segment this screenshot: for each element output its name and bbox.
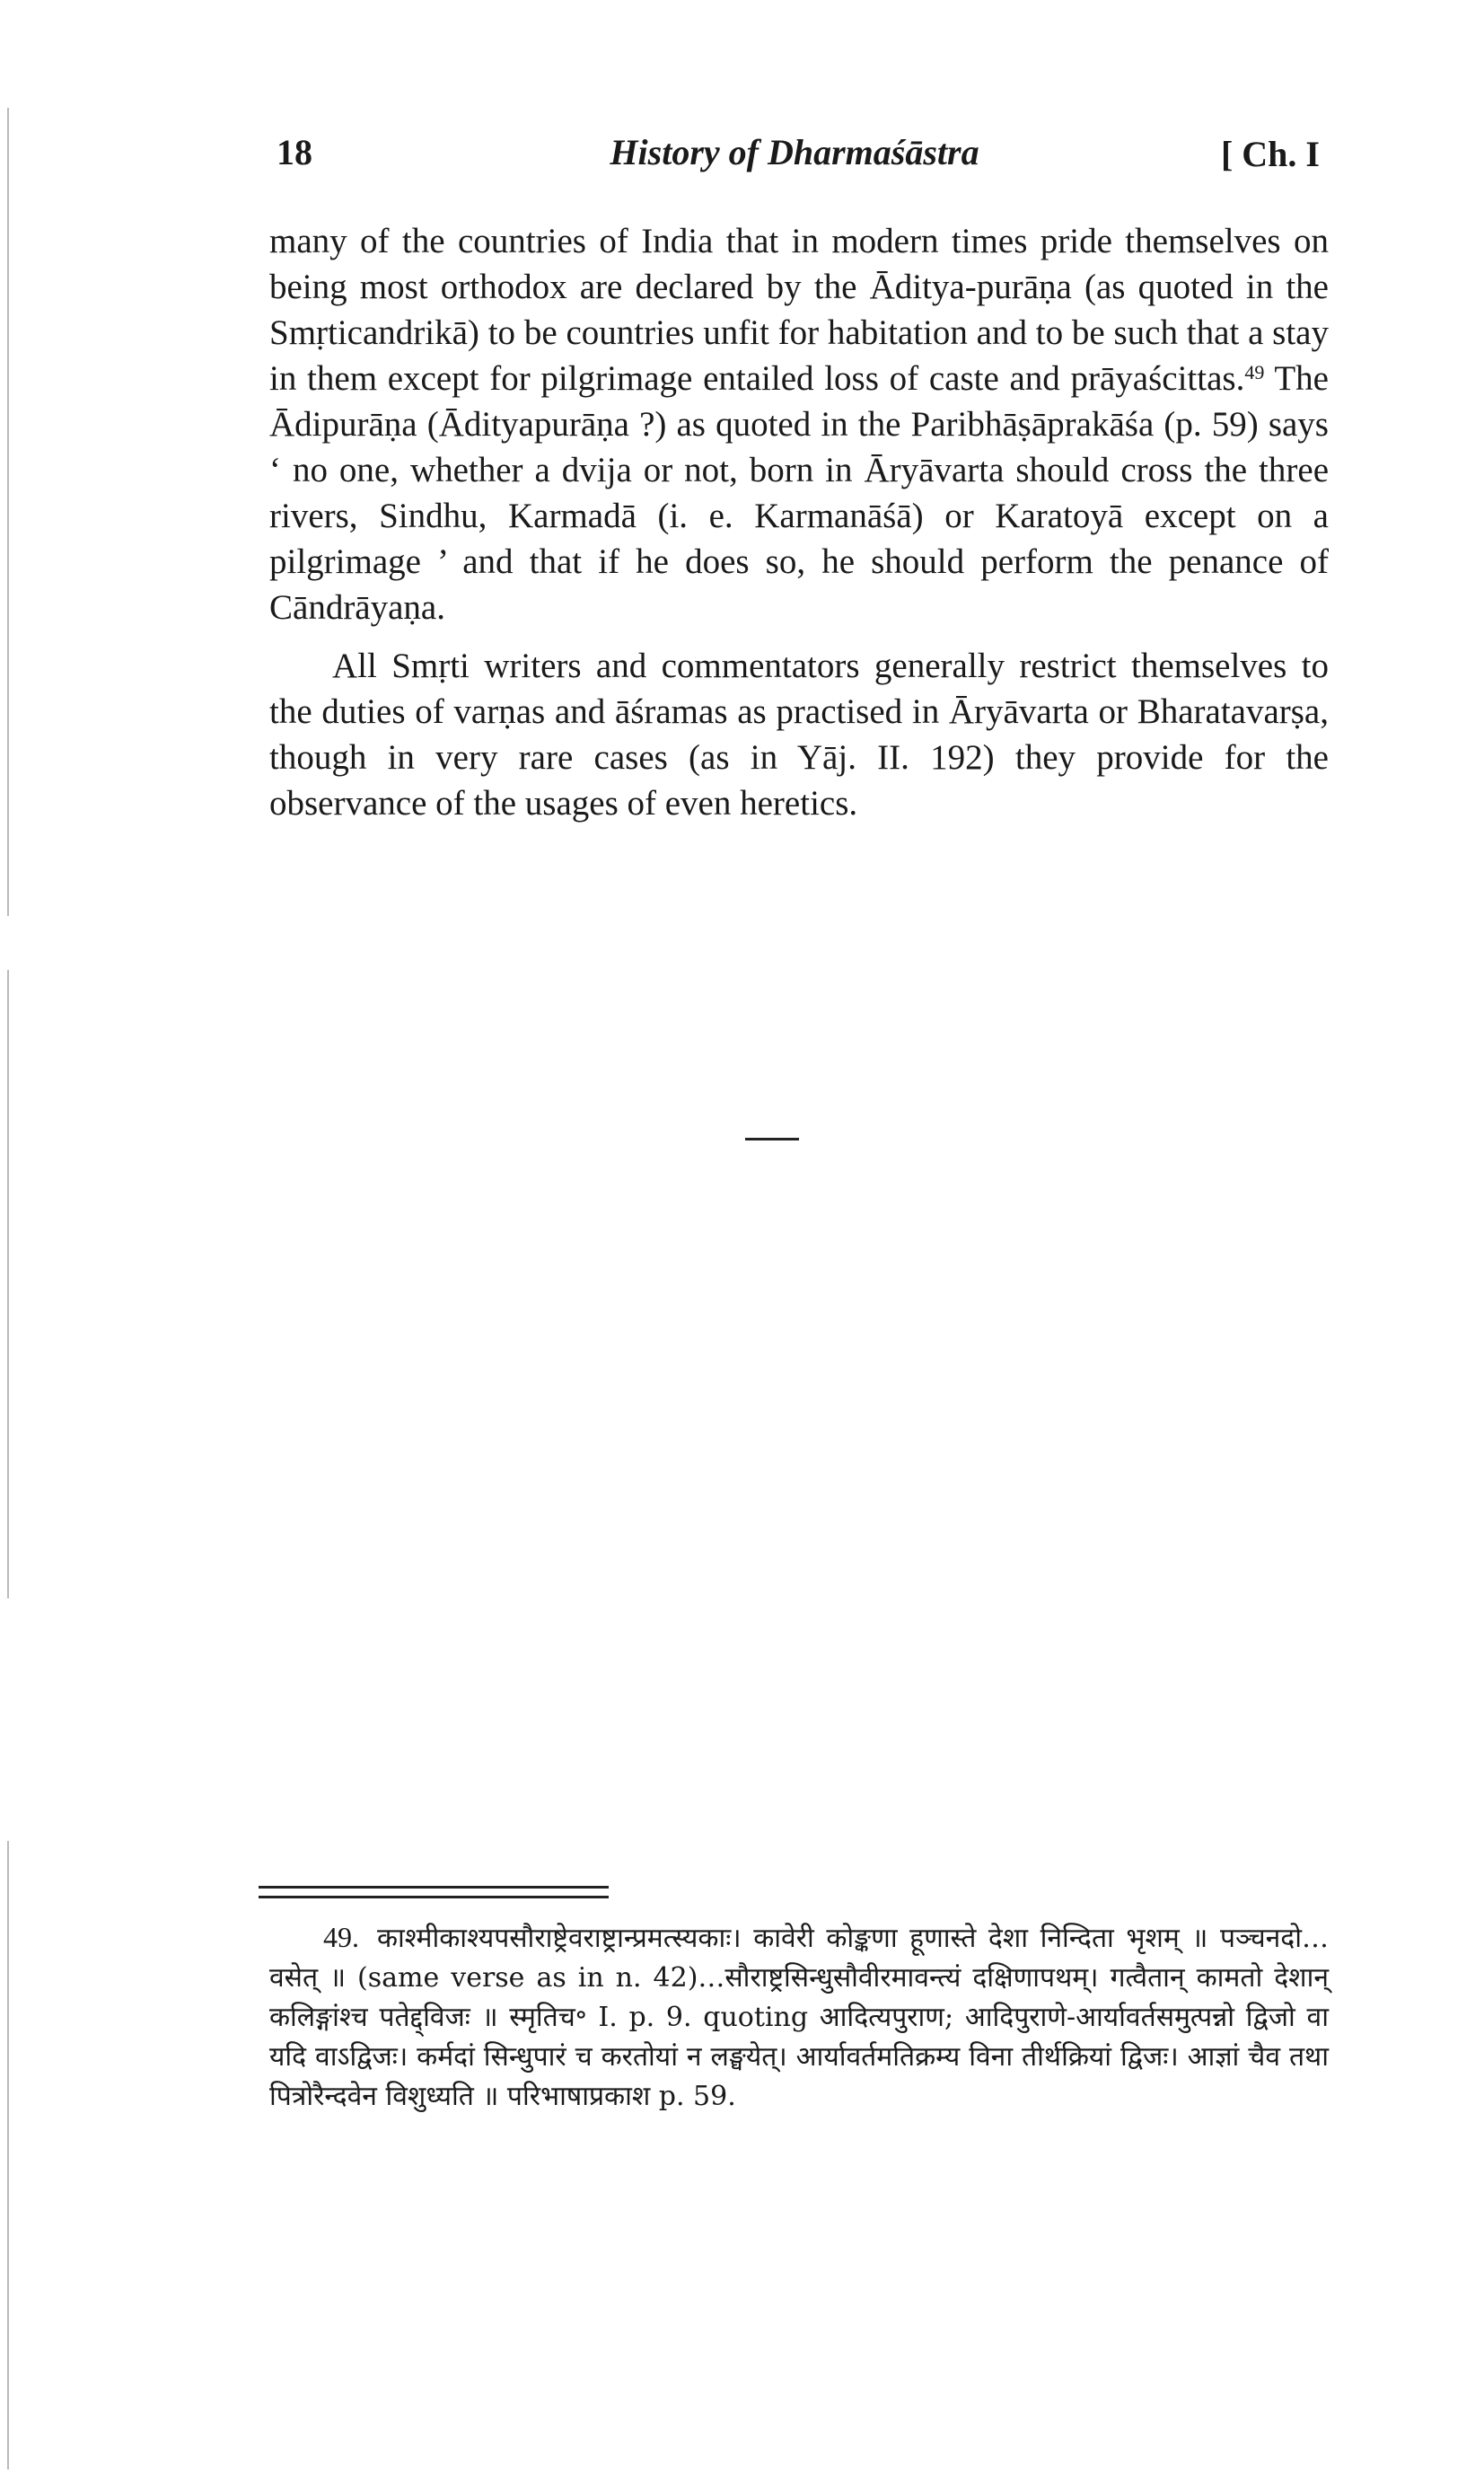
footnote-rule bbox=[259, 1896, 609, 1898]
running-title: History of Dharmaśāstra bbox=[610, 132, 979, 172]
main-text bbox=[269, 218, 1329, 826]
page-header bbox=[269, 126, 1320, 180]
footnote-rule bbox=[259, 1886, 609, 1889]
paragraph-1 bbox=[269, 218, 1329, 630]
scan-edge-mark bbox=[7, 1841, 9, 2470]
footnote bbox=[269, 1917, 1329, 2117]
page-number: 18 bbox=[277, 132, 312, 172]
section-end-rule bbox=[745, 1138, 799, 1140]
chapter-mark: [ Ch. I bbox=[1220, 134, 1320, 174]
footnote-number: 49. bbox=[323, 1921, 359, 1953]
footnote-49 bbox=[269, 1917, 1329, 2117]
scan-edge-mark bbox=[7, 108, 9, 916]
footnote-text: काश्मीकाश्यपसौराष्ट्रेवराष्ट्रान्प्रमत्स्यकाः। कावेरी कोङ्कणा हूणास्ते देशा निन्दिता भृशम् ॥ पञ्चनदो…वसेत् ॥ (same verse as in n. 42)…सौराष्ट्रसिन्धुसौवीरमावन्त्यं दक्षिणापथम्। गत्वैतान् कामतो देशान् कलिङ्गांश्च पतेद्द्विजः ॥ स्मृतिच॰ I. p. 9. quoting आदित्यपुराण; आदिपुराणे-आर्यावर्तसमुत्पन्नो द्विजो वा यदि वाऽद्विजः। कर्मदां सिन्धुपारं च करतोयां न लङ्घयेत्। आर्यावर्तमतिक्रम्य विना तीर्थक्रियां द्विजः। आज्ञां चैव तथा पित्रोरैन्दवेन विशुध्यति ॥ परिभाषाप्रकाश p. 59. bbox=[269, 1923, 1329, 2112]
scan-edge-mark bbox=[7, 970, 9, 1598]
footnote-reference: 49 bbox=[1244, 361, 1265, 383]
paragraph-1-tail: The Ādipurāṇa (Ādityapurāṇa ?) as quoted in the Paribhāṣāprakāśa (p. 59) says ‘ no one, whether a dvija or not, born in Āryāvarta should cross the three rivers, Sindhu, Karmadā (i. e. Karmanāśā) or Karatoyā except on a pilgrimage ’ and that if he does so, he should perform the penance of Cāndrāyaṇa. bbox=[269, 359, 1329, 627]
paragraph-2: All Smṛti writers and commentators generally restrict themselves to the duties of varṇas and āśramas as practised in Āryāvarta or Bharatavarṣa, though in very rare cases (as in Yāj. II. 192) they provide for the observance of the usages of even heretics. bbox=[269, 647, 1329, 823]
paragraph-1-text: many of the countries of India that in modern times pride themselves on being most orthodox are declared by the Āditya-purāṇa (as quoted in the Smṛticandrikā) to be countries unfit for habitation and to be such that a stay in them except for pilgrimage entailed loss of caste and prāyaścittas. bbox=[269, 222, 1329, 398]
